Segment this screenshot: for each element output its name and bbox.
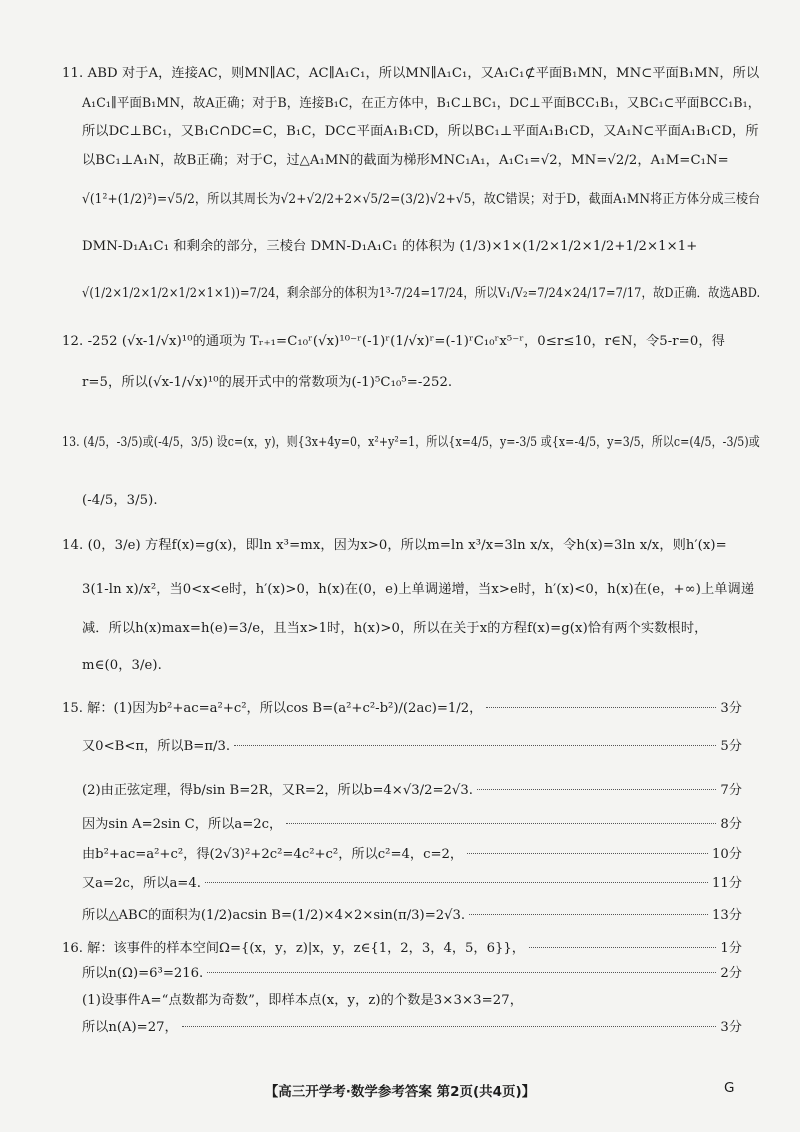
q11-line-7: √(1/2×1/2×1/2×1/2×1×1))=7/24，剩余部分的体积为1³-7/24=17/24，所以V₁/V₂=7/24×24/17=7/17，故D正确．故选ABD. — [82, 286, 761, 301]
q15-step-6 — [82, 875, 742, 893]
q15-step-4 — [82, 816, 742, 834]
q14-line-1: 14. (0，3/e) 方程f(x)=g(x)，即ln x³=mx，因为x>0，所以m=ln x³/x=3ln x/x，令h(x)=3ln x/x，则h′(x)= — [62, 538, 727, 553]
q14-line-2: 3(1-ln x)/x²，当0<x<e时，h′(x)>0，h(x)在(0，e)上单调递增，当x>e时，h′(x)<0，h(x)在(e，+∞)上单调递 — [82, 582, 755, 597]
dot-leader — [207, 972, 716, 973]
step-text: 16. 解：该事件的样本空间Ω={(x，y，z)|x，y，z∈{1，2，3，4，5，6}}， — [62, 941, 525, 956]
dot-leader — [529, 947, 716, 948]
dot-leader — [205, 882, 708, 883]
step-text: (2)由正弦定理，得b/sin B=2R，又R=2，所以b=4×√3/2=2√3. — [82, 783, 473, 798]
q11-line-5: √(1²+(1/2)²)=√5/2，所以其周长为√2+√2/2+2×√5/2=(3/2)√2+√5，故C错误；对于D，截面A₁MN将正方体分成三棱台 — [82, 192, 761, 207]
step-points: 2分 — [720, 966, 742, 981]
step-text: 由b²+ac=a²+c²，得(2√3)²+2c²=4c²+c²，所以c²=4，c=2， — [82, 847, 464, 862]
step-text: 所以△ABC的面积为(1/2)acsin B=(1/2)×4×2×sin(π/3)=2√3. — [82, 908, 466, 923]
footer-title: 【高三开学考·数学参考答案 第2页(共4页)】 — [264, 1084, 536, 1100]
q14-line-3: 减．所以h(x)max=h(e)=3/e，且当x>1时，h(x)>0，所以在关于x的方程f(x)=g(x)恰有两个实数根时， — [82, 621, 708, 636]
q16-step-1 — [62, 940, 742, 958]
q16-step-4 — [82, 1019, 742, 1037]
q11-line-3: 所以DC⊥BC₁，又B₁C∩DC=C，B₁C，DC⊂平面A₁B₁CD，所以BC₁⊥平面A₁B₁CD，又A₁N⊂平面A₁B₁CD，所 — [82, 124, 759, 139]
version-mark: G — [724, 1080, 735, 1096]
q12-line-1: 12. -252 (√x-1/√x)¹⁰的通项为 Tᵣ₊₁=C₁₀ʳ(√x)¹⁰⁻ʳ(-1)ʳ(1/√x)ʳ=(-1)ʳC₁₀ʳx⁵⁻ʳ，0≤r≤10，r∈N，令5-r=0，得 — [62, 334, 725, 349]
step-text: 所以n(Ω)=6³=216. — [82, 966, 204, 981]
q15-step-1 — [62, 700, 742, 718]
q15-step-5 — [82, 846, 742, 864]
dot-leader — [234, 745, 716, 746]
q13-line-1: 13. (4/5，-3/5)或(-4/5，3/5) 设c=(x，y)，则{3x+4y=0，x²+y²=1，所以{x=4/5，y=-3/5 或{x=-4/5，y=3/5，所以c=(4/5，-3/5)或 — [62, 435, 760, 450]
q14-line-4: m∈(0，3/e). — [82, 658, 162, 673]
step-points: 10分 — [712, 847, 742, 862]
dot-leader — [477, 789, 717, 790]
step-points: 11分 — [712, 876, 742, 891]
q15-step-7 — [82, 907, 742, 925]
q16-step-3: (1)设事件A=“点数都为奇数”，即样本点(x，y，z)的个数是3×3×3=27， — [82, 993, 523, 1008]
dot-leader — [182, 1026, 717, 1027]
q15-step-2 — [82, 738, 742, 756]
step-points: 3分 — [720, 701, 742, 716]
step-points: 7分 — [720, 783, 742, 798]
q11-line-4: 以BC₁⊥A₁N，故B正确；对于C，过△A₁MN的截面为梯形MNC₁A₁，A₁C₁=√2，MN=√2/2，A₁M=C₁N= — [82, 153, 729, 168]
step-text: 又a=2c，所以a=4. — [82, 876, 201, 891]
dot-leader — [467, 853, 708, 854]
dot-leader — [286, 823, 716, 824]
q15-step-3 — [82, 782, 742, 800]
dot-leader — [469, 914, 708, 915]
step-points: 8分 — [720, 817, 742, 832]
step-points: 5分 — [720, 739, 742, 754]
step-text: 又0<B<π，所以B=π/3. — [82, 739, 231, 754]
step-text: 因为sin A=2sin C，所以a=2c， — [82, 817, 283, 832]
step-text: 15. 解：(1)因为b²+ac=a²+c²，所以cos B=(a²+c²-b²)/(2ac)=1/2， — [62, 701, 483, 716]
q11-line-6: DMN-D₁A₁C₁ 和剩余的部分，三棱台 DMN-D₁A₁C₁ 的体积为 (1/3)×1×(1/2×1/2×1/2+1/2×1×1+ — [82, 239, 698, 254]
q11-line-1: 11. ABD 对于A，连接AC，则MN∥AC，AC∥A₁C₁，所以MN∥A₁C₁，又A₁C₁⊄平面B₁MN，MN⊂平面B₁MN，所以 — [62, 66, 760, 81]
step-points: 1分 — [720, 941, 742, 956]
step-points: 3分 — [720, 1020, 742, 1035]
q11-line-2: A₁C₁∥平面B₁MN，故A正确；对于B，连接B₁C，在正方体中，B₁C⊥BC₁，DC⊥平面BCC₁B₁，又BC₁⊂平面BCC₁B₁， — [82, 96, 761, 111]
step-points: 13分 — [712, 908, 742, 923]
step-text: 所以n(A)=27， — [82, 1020, 178, 1035]
q16-step-2 — [82, 965, 742, 983]
dot-leader — [486, 707, 716, 708]
q12-line-2: r=5，所以(√x-1/√x)¹⁰的展开式中的常数项为(-1)⁵C₁₀⁵=-252. — [82, 375, 453, 390]
q13-line-2: (-4/5，3/5). — [82, 493, 158, 508]
